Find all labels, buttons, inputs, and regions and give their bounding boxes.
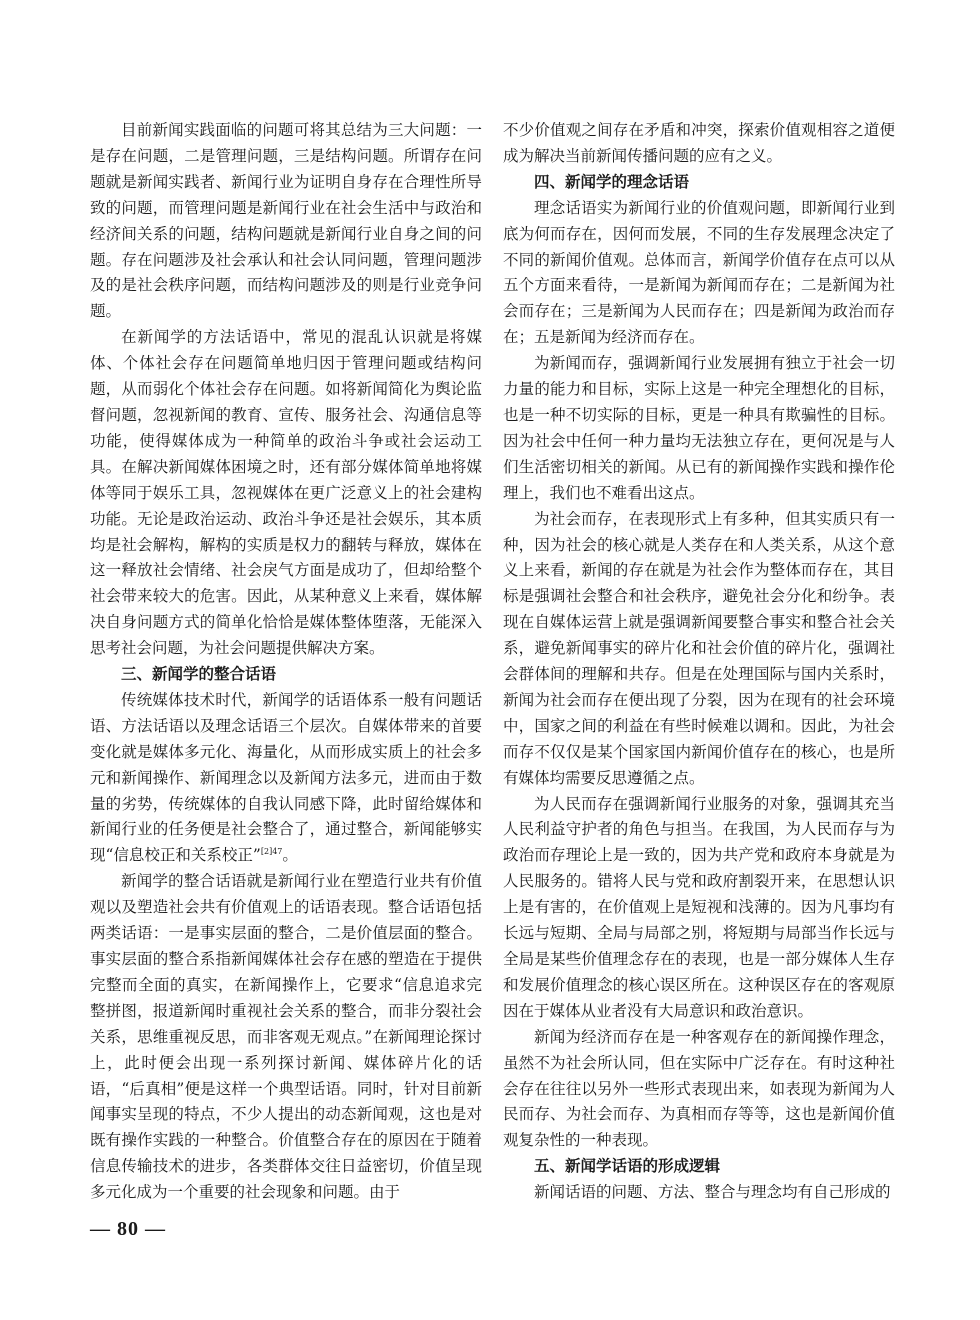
paragraph: 新闻为经济而存在是一种客观存在的新闻操作理念，虽然不为社会所认同，但在实际中广泛存在。有时这种社会存在往往以另外一些形式表现出来，如表现为新闻为人民而存、为社会而存、为真相而存等等，这也是新闻价值观复杂性的一种表现。	[503, 1027, 895, 1150]
paragraph: 为新闻而存，强调新闻行业发展拥有独立于社会一切力量的能力和目标，实际上这是一种完全理想化的目标，也是一种不切实际的目标，更是一种具有欺骗性的目标。因为社会中任何一种力量均无法独立存在，更何况是与人们生活密切相关的新闻。从已有的新闻操作实践和操作伦理上，我们也不难看出这点。	[503, 354, 895, 502]
paragraph: 目前新闻实践面临的问题可将其总结为三大问题：一是存在问题，二是管理问题，三是结构问题。所谓存在问题就是新闻实践者、新闻行业为证明自身存在合理性所导致的问题，而管理问题是新闻行业在社会生活中与政治和经济间关系的问题，结构问题就是新闻行业自身之间的问题。存在问题涉及社会承认和社会认同问题，管理问题涉及的是社会秩序问题，而结构问题涉及的则是行业竞争问题。	[90, 121, 482, 321]
paragraph-text: 传统媒体技术时代，新闻学的话语体系一般有问题话语、方法话语以及理念话语三个层次。自媒体带来的首要变化就是媒体多元化、海量化，从而形成实质上的社会多元和新闻操作、新闻理念以及新闻方法多元，进而由于数量的劣势，传统媒体的自我认同感下降，此时留给媒体和新闻行业的任务便是社会整合了，通过整合，新闻能够实现“信息校正和关系校正”	[90, 690, 482, 865]
right-column	[503, 118, 895, 1206]
paragraph-end: 。	[282, 846, 298, 865]
paragraph: 在新闻学的方法话语中，常见的混乱认识就是将媒体、个体社会存在问题简单地归因于管理问题或结构问题，从而弱化个体社会存在问题。如将新闻简化为舆论监督问题，忽视新闻的教育、宣传、服务社会、沟通信息等功能，使得媒体成为一种简单的政治斗争或社会运动工具。在解决新闻媒体困境之时，还有部分媒体简单地将媒体等同于娱乐工具，忽视媒体在更广泛意义上的社会建构功能。无论是政治运动、政治斗争还是社会娱乐，其本质均是社会解构，解构的实质是权力的翻转与释放，媒体在这一释放社会情绪、社会戾气方面是成功了，但却给整个社会带来较大的危害。因此，从某种意义上来看，媒体解决自身问题方式的简单化恰恰是媒体整体堕落，无能深入思考社会问题，为社会问题提供解决方案。	[90, 328, 482, 658]
paragraph: 为人民而存在强调新闻行业服务的对象，强调其充当人民利益守护者的角色与担当。在我国，为人民而存与为政治而存理论上是一致的，因为共产党和政府本身就是为人民服务的。错将人民与党和政府割裂开来，在思想认识上是有害的，在价值观上是短视和浅薄的。因为凡事均有长远与短期、全局与局部之别，将短期与局部当作长远与全局是某些价值理念存在的表现，也是一部分媒体人生存和发展价值理念的核心误区所在。这种误区存在的客观原因在于媒体从业者没有大局意识和政治意识。	[503, 794, 895, 1020]
paragraph-continuation: 不少价值观之间存在矛盾和冲突，探索价值观相容之道便成为解决当前新闻传播问题的应有之义。	[503, 121, 895, 165]
paragraph: 理念话语实为新闻行业的价值观问题，即新闻行业到底为何而存在，因何而发展，不同的生存发展理念决定了不同的新闻价值观。总体而言，新闻学价值存在点可以从五个方面来看待，一是新闻为新闻而存在；二是新闻为社会而存在；三是新闻为人民而存在；四是新闻为政治而存在；五是新闻为经济而存在。	[503, 198, 895, 347]
section-heading: 五、新闻学话语的形成逻辑	[534, 1157, 721, 1176]
paragraph: 为社会而存，在表现形式上有多种，但其实质只有一种，因为社会的核心就是人类存在和人类关系，从这个意义上来看，新闻的存在就是为社会作为整体而存在，其目标是强调社会整合和社会秩序，避免社会分化和纷争。表现在自媒体运营上就是强调新闻要整合事实和整合社会关系，避免新闻事实的碎片化和社会价值的碎片化，强调社会群体间的理解和共存。但是在处理国际与国内关系时，新闻为社会而存在便出现了分裂，因为在现有的社会环境中，国家之间的利益在有些时候难以调和。因此，为社会而存不仅仅是某个国家国内新闻价值存在的核心，也是所有媒体均需要反思遵循之点。	[503, 509, 895, 787]
page-number: — 80 —	[90, 1218, 166, 1240]
section-heading: 四、新闻学的理念话语	[534, 172, 690, 191]
paragraph: 新闻学的整合话语就是新闻行业在塑造行业共有价值观以及塑造社会共有价值观上的话语表现。整合话语包括两类话语：一是事实层面的整合，二是价值层面的整合。事实层面的整合系指新闻媒体社会存在感的塑造在于提供完整而全面的真实，在新闻操作上，它要求“信息追求完整拼图，报道新闻时重视社会关系的整合，而非分裂社会关系，思维重视反思，而非客观无观点。”在新闻理论探讨上，此时便会出现一系列探讨新闻、媒体碎片化的话语，“后真相”便是这样一个典型话语。同时，针对目前新闻事实呈现的特点，不少人提出的动态新闻观，这也是对既有操作实践的一种整合。价值整合存在的原因在于随着信息传输技术的进步，各类群体交往日益密切，价值呈现多元化成为一个重要的社会现象和问题。由于	[90, 872, 482, 1202]
citation: [2]47	[260, 847, 283, 857]
left-column	[90, 118, 482, 1206]
section-heading: 三、新闻学的整合话语	[121, 665, 277, 684]
paragraph	[90, 688, 482, 869]
paragraph: 新闻话语的问题、方法、整合与理念均有自己形成的	[534, 1183, 891, 1202]
